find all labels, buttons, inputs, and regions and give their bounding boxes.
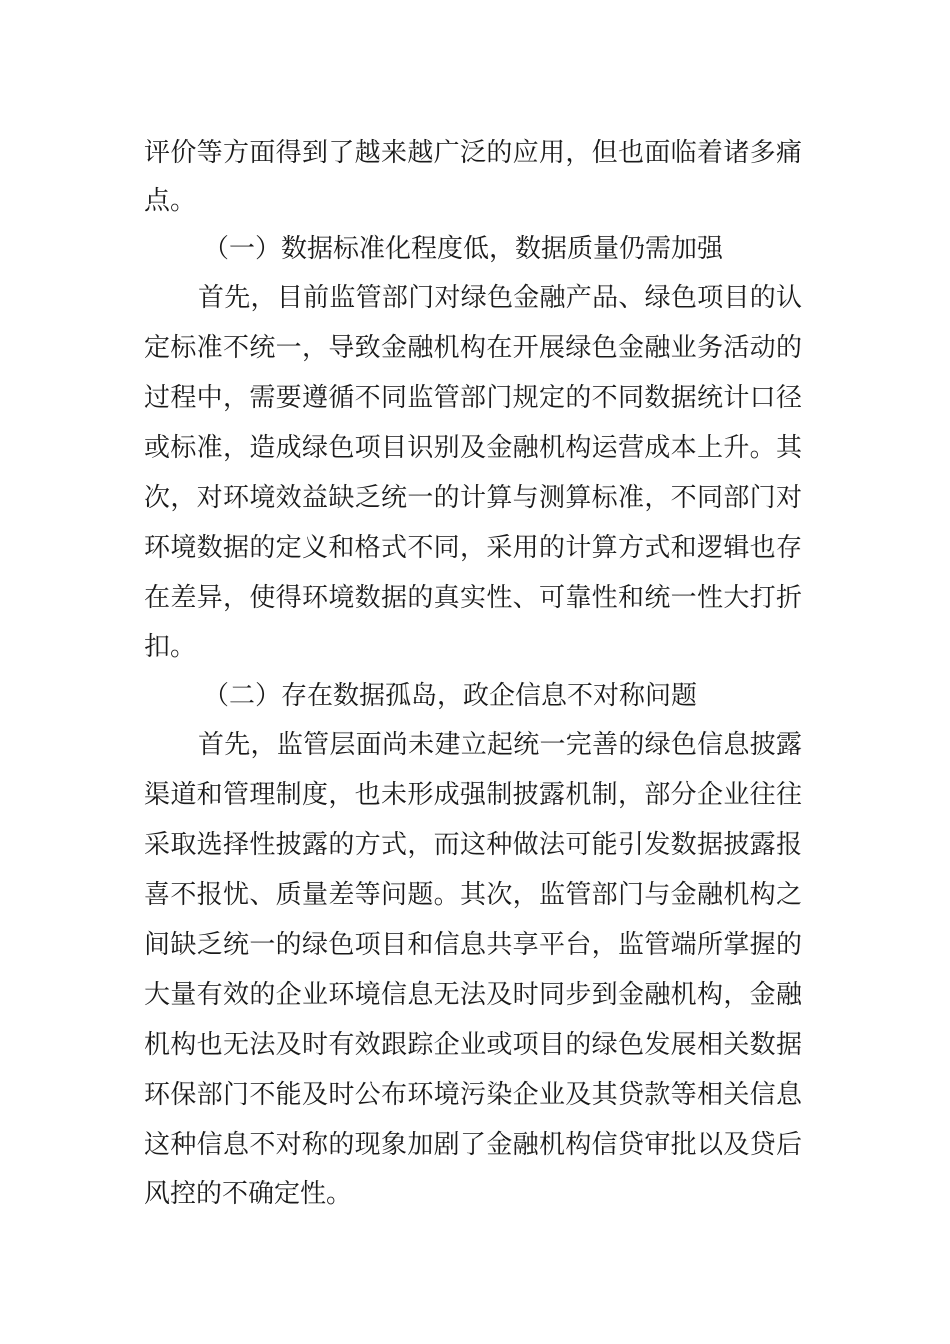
body-text-line: 评价等方面得到了越来越广泛的应用，但也面临着诸多痛 [144, 138, 802, 168]
body-text-line: 或标准，造成绿色项目识别及金融机构运营成本上升。其 [144, 433, 802, 463]
body-text-line: 首先，目前监管部门对绿色金融产品、绿色项目的认 [198, 283, 802, 313]
body-text-line: 点。 [144, 186, 197, 216]
body-text-line: 采取选择性披露的方式，而这种做法可能引发数据披露报 [144, 830, 802, 860]
body-text-line: 环境数据的定义和格式不同，采用的计算方式和逻辑也存 [144, 533, 802, 563]
body-text-line: 环保部门不能及时公布环境污染企业及其贷款等相关信息 [144, 1080, 802, 1110]
body-text-line: 间缺乏统一的绿色项目和信息共享平台，监管端所掌握的 [144, 930, 802, 960]
section-heading-2: （二）存在数据孤岛，政企信息不对称问题 [203, 681, 698, 711]
body-text-line: 机构也无法及时有效跟踪企业或项目的绿色发展相关数据 [144, 1030, 802, 1060]
section-heading-1: （一）数据标准化程度低，数据质量仍需加强 [203, 234, 724, 264]
body-text-line: 喜不报忧、质量差等问题。其次，监管部门与金融机构之 [144, 880, 802, 910]
body-text-line: 过程中，需要遵循不同监管部门规定的不同数据统计口径 [144, 383, 802, 413]
body-text-line: 风控的不确定性。 [144, 1179, 353, 1209]
body-text-line: 扣。 [144, 632, 197, 662]
body-text-line: 大量有效的企业环境信息无法及时同步到金融机构，金融 [144, 980, 802, 1010]
body-text-line: 定标准不统一，导致金融机构在开展绿色金融业务活动的 [144, 333, 802, 363]
body-text-line: 次，对环境效益缺乏统一的计算与测算标准，不同部门对 [144, 483, 802, 513]
body-text-line: 这种信息不对称的现象加剧了金融机构信贷审批以及贷后 [144, 1130, 802, 1160]
body-text-line: 首先，监管层面尚未建立起统一完善的绿色信息披露 [198, 730, 802, 760]
body-text-line: 渠道和管理制度，也未形成强制披露机制，部分企业往往 [144, 780, 802, 810]
body-text-line: 在差异，使得环境数据的真实性、可靠性和统一性大打折 [144, 583, 802, 613]
